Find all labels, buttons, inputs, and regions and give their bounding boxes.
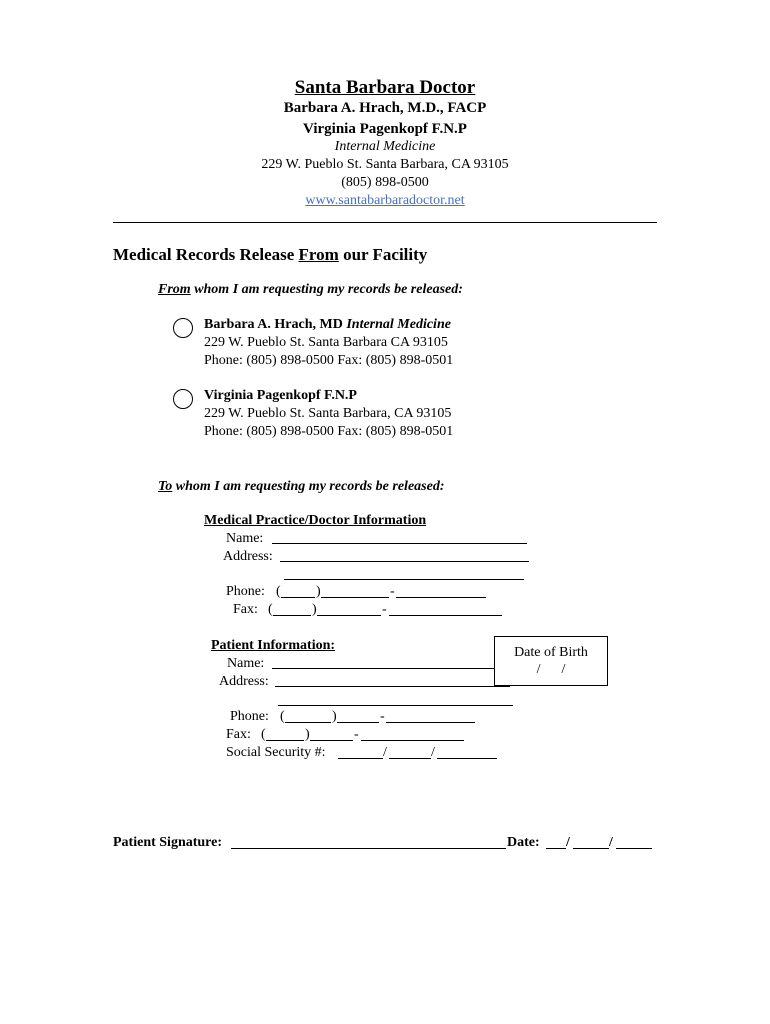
practice-phone-prefix[interactable] bbox=[321, 597, 389, 598]
dob-label: Date of Birth bbox=[514, 645, 588, 660]
header-divider bbox=[113, 222, 657, 223]
patient-name-label: Name: bbox=[227, 656, 265, 671]
practice-info-heading: Medical Practice/Doctor Information bbox=[204, 513, 427, 528]
practice-name-label: Name: bbox=[226, 531, 264, 546]
patient-phone-area[interactable] bbox=[285, 722, 331, 723]
practice-address-field-1[interactable] bbox=[280, 561, 529, 562]
patient-address-field-1[interactable] bbox=[275, 686, 510, 687]
patient-phone-close: ) bbox=[332, 709, 337, 724]
practice-fax-close: ) bbox=[312, 602, 317, 617]
patient-fax-close: ) bbox=[305, 727, 310, 742]
patient-fax-area[interactable] bbox=[266, 740, 304, 741]
to-label: To whom I am requesting my records be released: bbox=[158, 479, 445, 494]
patient-ssn-slash1: / bbox=[383, 745, 387, 760]
from-label: From whom I am requesting my records be released: bbox=[158, 282, 463, 297]
patient-ssn-part2[interactable] bbox=[389, 758, 431, 759]
specialty: Internal Medicine bbox=[334, 139, 436, 154]
sign-date-slash2: / bbox=[609, 835, 613, 850]
patient-ssn-part3[interactable] bbox=[437, 758, 497, 759]
patient-ssn-label: Social Security #: bbox=[226, 745, 326, 760]
practice-phone-line[interactable] bbox=[396, 597, 486, 598]
patient-phone-label: Phone: bbox=[230, 709, 269, 724]
option-hrach-phone: Phone: (805) 898-0500 Fax: (805) 898-0501 bbox=[204, 353, 454, 368]
practice-phone: (805) 898-0500 bbox=[341, 175, 429, 190]
patient-fax-prefix[interactable] bbox=[310, 740, 353, 741]
patient-name-field[interactable] bbox=[272, 668, 494, 669]
practice-address-label: Address: bbox=[223, 549, 273, 564]
doctor2-name: Virginia Pagenkopf F.N.P bbox=[303, 121, 467, 137]
option-hrach-address: 229 W. Pueblo St. Santa Barbara CA 93105 bbox=[204, 335, 448, 350]
patient-address-label: Address: bbox=[219, 674, 269, 689]
sign-date-slash1: / bbox=[566, 835, 570, 850]
option-pagenkopf-address: 229 W. Pueblo St. Santa Barbara, CA 93105 bbox=[204, 406, 452, 421]
signature-field[interactable] bbox=[231, 848, 506, 849]
radio-pagenkopf[interactable] bbox=[173, 389, 193, 409]
sign-date-year[interactable] bbox=[616, 848, 652, 849]
signature-label: Patient Signature: bbox=[113, 835, 223, 850]
patient-ssn-part1[interactable] bbox=[338, 758, 383, 759]
practice-fax-open: ( bbox=[268, 602, 273, 617]
doctor1-name: Barbara A. Hrach, M.D., FACP bbox=[283, 100, 487, 116]
option-hrach-name: Barbara A. Hrach, MD Internal Medicine bbox=[204, 317, 451, 332]
practice-phone-close: ) bbox=[316, 584, 321, 599]
practice-fax-area[interactable] bbox=[273, 615, 311, 616]
patient-address-field-2[interactable] bbox=[278, 705, 513, 706]
patient-fax-label: Fax: bbox=[226, 727, 251, 742]
patient-phone-dash: - bbox=[380, 709, 385, 724]
website-link[interactable]: www.santabarbaradoctor.net bbox=[305, 193, 465, 208]
practice-fax-line[interactable] bbox=[389, 615, 502, 616]
patient-fax-line[interactable] bbox=[361, 740, 464, 741]
sign-date-day[interactable] bbox=[573, 848, 609, 849]
dob-slashes: / / bbox=[536, 662, 566, 677]
practice-address: 229 W. Pueblo St. Santa Barbara, CA 93105 bbox=[261, 157, 509, 172]
patient-phone-line[interactable] bbox=[386, 722, 475, 723]
patient-info-heading: Patient Information: bbox=[211, 638, 336, 653]
patient-fax-dash: - bbox=[354, 727, 359, 742]
date-of-birth-box[interactable] bbox=[494, 636, 608, 686]
patient-fax-open: ( bbox=[261, 727, 266, 742]
practice-fax-label: Fax: bbox=[233, 602, 258, 617]
option-pagenkopf-name: Virginia Pagenkopf F.N.P bbox=[204, 388, 357, 403]
practice-name: Santa Barbara Doctor bbox=[294, 77, 476, 98]
date-label: Date: bbox=[507, 835, 540, 850]
radio-hrach[interactable] bbox=[173, 318, 193, 338]
practice-phone-label: Phone: bbox=[226, 584, 265, 599]
patient-phone-prefix[interactable] bbox=[337, 722, 379, 723]
practice-phone-open: ( bbox=[276, 584, 281, 599]
practice-name-field[interactable] bbox=[272, 543, 527, 544]
practice-phone-dash: - bbox=[390, 584, 395, 599]
patient-phone-open: ( bbox=[280, 709, 285, 724]
form-title: Medical Records Release From our Facility bbox=[113, 245, 428, 264]
practice-phone-area[interactable] bbox=[281, 597, 315, 598]
practice-fax-prefix[interactable] bbox=[317, 615, 381, 616]
option-pagenkopf-phone: Phone: (805) 898-0500 Fax: (805) 898-0501 bbox=[204, 424, 454, 439]
practice-address-field-2[interactable] bbox=[284, 579, 524, 580]
patient-ssn-slash2: / bbox=[431, 745, 435, 760]
practice-fax-dash: - bbox=[382, 602, 387, 617]
sign-date-month[interactable] bbox=[546, 848, 566, 849]
